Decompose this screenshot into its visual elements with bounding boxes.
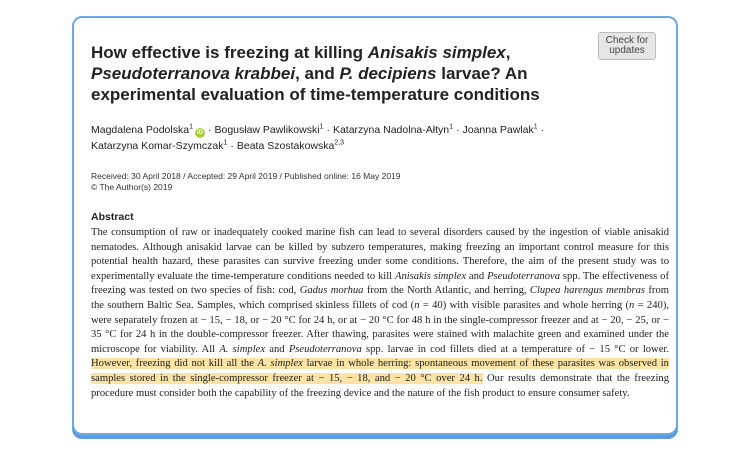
highlighted-text: larvae in whole herring: spontaneous movement of these parasites was observed in samples stored in the single-compressor freezer at − 15, − 18, and − 20 °C over 24 h. — [91, 358, 669, 384]
abstract-heading: Abstract — [91, 211, 134, 223]
species-name: Pseudoterranova — [288, 343, 362, 355]
title-text: larvae? An experimental evaluation of time-temperature conditions — [91, 64, 540, 104]
abstract-sentence: spp. larvae in cod fillets died at a temperature of − 15 °C or lower. — [361, 343, 669, 355]
author-affiliation: 1 — [449, 123, 453, 131]
species-name: Pseudoterranova — [487, 270, 561, 282]
title-text: How effective is freezing at killing — [91, 43, 368, 62]
species-name: Clupea harengus membras — [529, 285, 646, 297]
author-name[interactable]: Bogusław Pawlikowski — [214, 124, 320, 136]
check-button-line1: Check for — [605, 35, 649, 46]
separator: · — [540, 124, 545, 136]
highlighted-text: However, freezing did not kill all the — [91, 358, 258, 370]
author-affiliation: 1 — [223, 139, 228, 147]
abstract-sentence: Our results demonstrate that the freezing procedure must consider both the capability of the freezing device and the nature of the fish product to ensure consumer safety. — [91, 372, 669, 399]
author-list — [91, 122, 661, 154]
author-affiliation: 2,3 — [334, 139, 345, 147]
dates-line: Received: 30 April 2018 / Accepted: 29 April 2019 / Published online: 16 May 2019 — [91, 171, 401, 181]
author-name[interactable]: Katarzyna Komar-Szymczak — [91, 140, 224, 152]
check-button-line2: updates — [609, 45, 645, 56]
abstract-sentence: from the southern Baltic Sea. Samples, which comprised skinless fillets of cod ( — [91, 285, 670, 311]
title-species-decipiens: P. decipiens — [339, 64, 437, 83]
sample-size-symbol: n — [629, 299, 635, 311]
abstract-sentence: and — [466, 270, 488, 282]
species-name: Gadus morhua — [299, 285, 364, 297]
abstract-sentence: = 240), were separately frozen at − 15, − 18, or − 20 °C for 24 h, or at − 20 °C for 48 h in the single-compressor freezer and at − 20, − 25, or − 35 °C for 24 h in the double-compressor freezer. After thawing, parasites were stained with malachite green and examined under the microscope for viability. All — [91, 299, 669, 355]
abstract-sentence: and — [265, 343, 289, 355]
article-card — [72, 16, 678, 435]
title-species-anisakis: Anisakis simplex — [367, 43, 506, 62]
title-text: , — [505, 43, 511, 62]
author-name[interactable]: Magdalena Podolska — [91, 124, 190, 136]
article-title — [91, 42, 591, 105]
author-name[interactable]: Joanna Pawlak — [462, 124, 534, 136]
separator: · — [326, 124, 330, 136]
author-affiliation: 1 — [189, 123, 193, 131]
highlighted-species-name: A. simplex — [257, 358, 303, 370]
publication-dates — [91, 171, 661, 193]
author-affiliation: 1 — [319, 123, 324, 131]
separator: · — [230, 140, 234, 152]
author-affiliation: 1 — [533, 123, 538, 131]
separator: · — [456, 124, 460, 136]
abstract-sentence: The consumption of raw or inadequately cooked marine fish can lead to several disorders caused by the ingestion of viable anisakid nematodes. Although anisakid larvae can be killed by subzero temperatures, making freezing an important control measure for this potential health hazard, these parasites can survive freezing under some conditions. Therefore, the aim of the present study was to experimentally evaluate the time-temperature conditions needed to kill — [91, 227, 669, 282]
orcid-icon[interactable]: iD — [196, 130, 203, 136]
species-name: A. simplex — [219, 343, 266, 355]
check-for-updates-button[interactable] — [598, 32, 656, 60]
title-species-pseudoterranova: Pseudoterranova krabbei — [91, 64, 296, 83]
author-name[interactable]: Katarzyna Nadolna-Ałtyn — [332, 124, 450, 136]
separator: · — [207, 124, 212, 136]
abstract-sentence: from the North Atlantic, and herring, — [363, 285, 530, 297]
abstract-text — [91, 226, 669, 401]
species-name: Anisakis simplex — [394, 270, 467, 282]
author-name[interactable]: Beata Szostakowska — [236, 140, 335, 152]
abstract-sentence: spp. The effectiveness of freezing was tested on two species of fish: cod, — [91, 270, 669, 297]
title-text: , and — [295, 64, 340, 83]
abstract-sentence: = 40) with visible parasites and whole herring ( — [419, 299, 629, 311]
copyright-line: © The Author(s) 2019 — [91, 182, 173, 192]
sample-size-symbol: n — [414, 299, 420, 311]
